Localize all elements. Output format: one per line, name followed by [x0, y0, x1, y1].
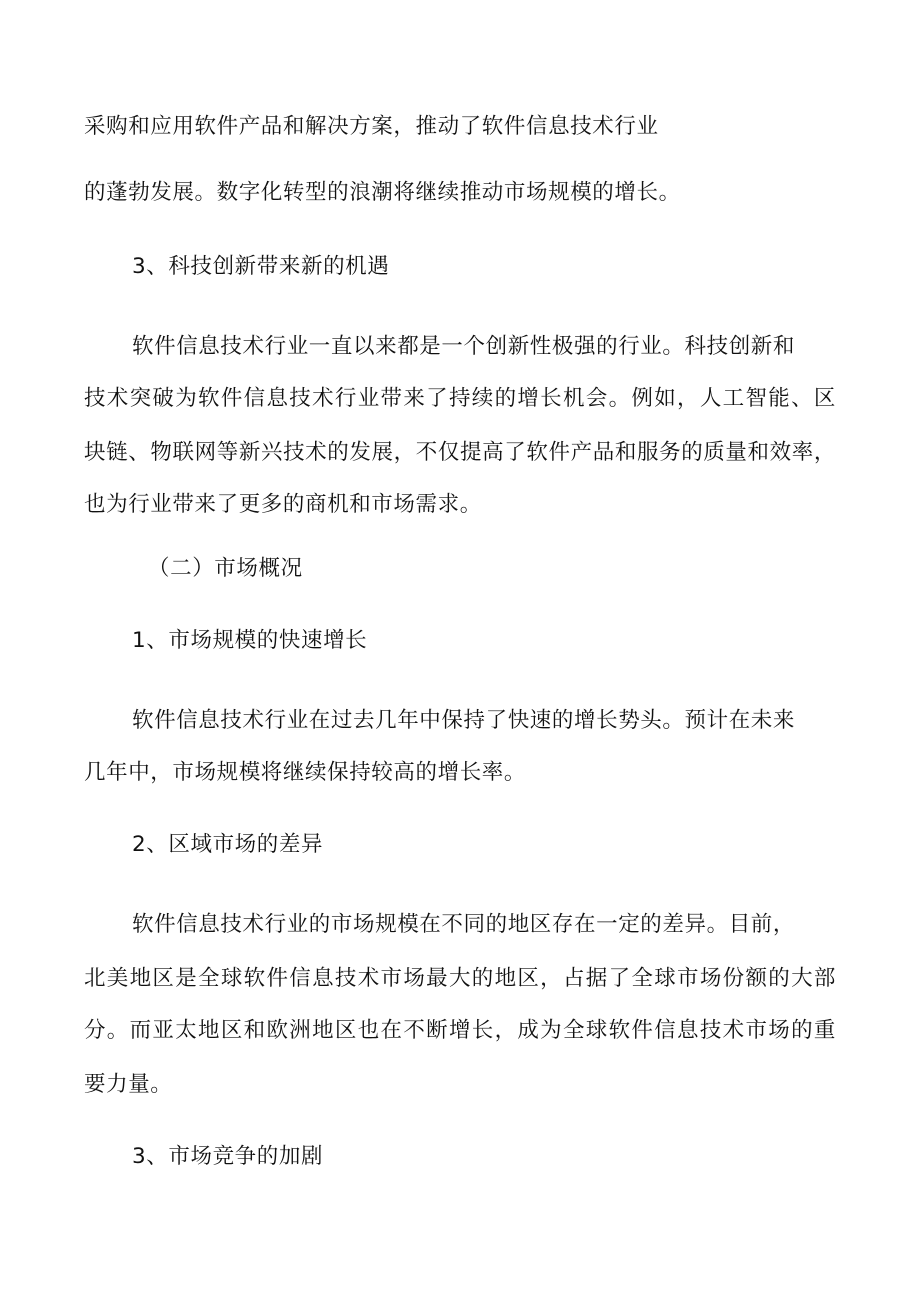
paragraph-line: 的蓬勃发展。数字化转型的浪潮将继续推动市场规模的增长。: [84, 180, 681, 205]
paragraph-line: 几年中，市场规模将继续保持较高的增长率。: [84, 760, 527, 785]
section-heading: 1、市场规模的快速增长: [132, 628, 368, 653]
paragraph-line: 技术突破为软件信息技术行业带来了持续的增长机会。例如，人工智能、区: [84, 386, 836, 411]
paragraph-line: 要力量。: [84, 1072, 173, 1097]
paragraph-line: 软件信息技术行业的市场规模在不同的地区存在一定的差异。目前，: [132, 912, 796, 937]
paragraph-line: 北美地区是全球软件信息技术市场最大的地区，占据了全球市场份额的大部: [84, 966, 836, 991]
section-heading: 3、科技创新带来新的机遇: [132, 254, 390, 279]
section-heading: 3、市场竞争的加剧: [132, 1144, 324, 1169]
paragraph-line: 软件信息技术行业一直以来都是一个创新性极强的行业。科技创新和: [132, 334, 796, 359]
paragraph-line: 采购和应用软件产品和解决方案，推动了软件信息技术行业: [84, 114, 659, 139]
chapter-heading: （二）市场概况: [148, 556, 303, 581]
paragraph-line: 块链、物联网等新兴技术的发展，不仅提高了软件产品和服务的质量和效率，: [84, 440, 836, 465]
section-heading: 2、区域市场的差异: [132, 832, 324, 857]
paragraph-line: 分。而亚太地区和欧洲地区也在不断增长，成为全球软件信息技术市场的重: [84, 1018, 836, 1043]
paragraph-line: 也为行业带来了更多的商机和市场需求。: [84, 492, 482, 517]
paragraph-line: 软件信息技术行业在过去几年中保持了快速的增长势头。预计在未来: [132, 708, 796, 733]
